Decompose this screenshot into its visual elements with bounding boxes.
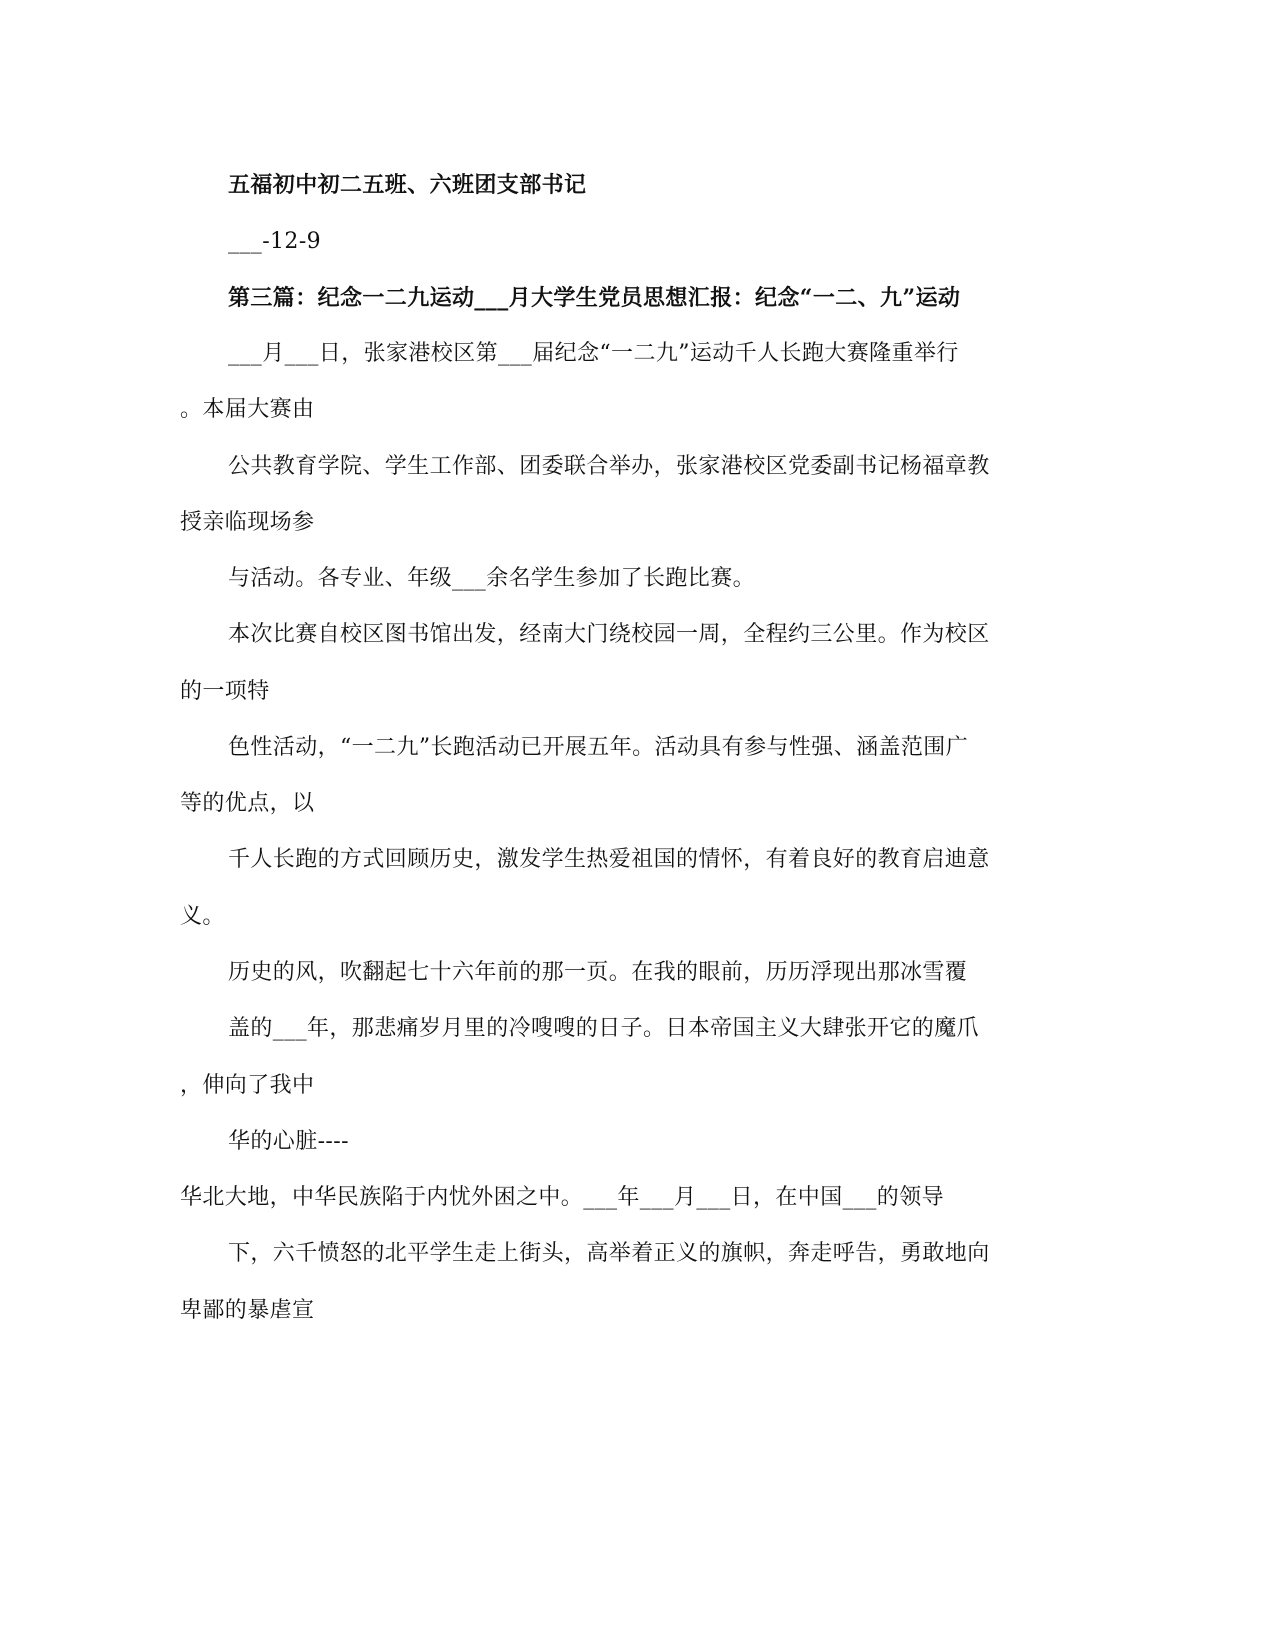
- paragraph-line: 下，六千愤怒的北平学生走上街头，高举着正义的旗帜，奔走呼告，勇敢地向: [228, 1241, 990, 1266]
- paragraph-line: 华的心脏----: [228, 1129, 349, 1154]
- paragraph-line: 与活动。各专业、年级___余名学生参加了长跑比赛。: [228, 566, 756, 591]
- paragraph-line: 卑鄙的暴虐宣: [180, 1298, 315, 1323]
- paragraph-line: 的一项特: [180, 679, 270, 704]
- paragraph-line: 历史的风，吹翻起七十六年前的那一页。在我的眼前，历历浮现出那冰雪覆: [228, 960, 968, 985]
- paragraph-line: 本次比赛自校区图书馆出发，经南大门绕校园一周，全程约三公里。作为校区: [228, 622, 990, 647]
- signature-line: 五福初中初二五班、六班团支部书记: [228, 172, 587, 198]
- paragraph-line: ___月___日，张家港校区第___届纪念“一二九”运动千人长跑大赛隆重举行: [228, 341, 959, 366]
- paragraph-line: 华北大地，中华民族陷于内忧外困之中。___年___月___日，在中国___的领导: [180, 1185, 945, 1210]
- date-line: ___-12-9: [228, 229, 322, 254]
- paragraph-line: 。本届大赛由: [180, 397, 315, 422]
- section-title: 第三篇：纪念一二九运动___月大学生党员思想汇报：纪念“一二、九”运动: [228, 285, 961, 311]
- paragraph-line: ，伸向了我中: [180, 1073, 315, 1098]
- paragraph-line: 色性活动，“一二九”长跑活动已开展五年。活动具有参与性强、涵盖范围广: [228, 735, 969, 760]
- paragraph-line: 义。: [180, 904, 225, 929]
- paragraph-line: 公共教育学院、学生工作部、团委联合举办，张家港校区党委副书记杨福章教: [228, 454, 990, 479]
- paragraph-line: 等的优点，以: [180, 791, 315, 816]
- paragraph-line: 千人长跑的方式回顾历史，激发学生热爱祖国的情怀，有着良好的教育启迪意: [228, 847, 990, 872]
- paragraph-line: 盖的___年，那悲痛岁月里的冷嗖嗖的日子。日本帝国主义大肆张开它的魔爪: [228, 1016, 980, 1041]
- paragraph-line: 授亲临现场参: [180, 510, 315, 535]
